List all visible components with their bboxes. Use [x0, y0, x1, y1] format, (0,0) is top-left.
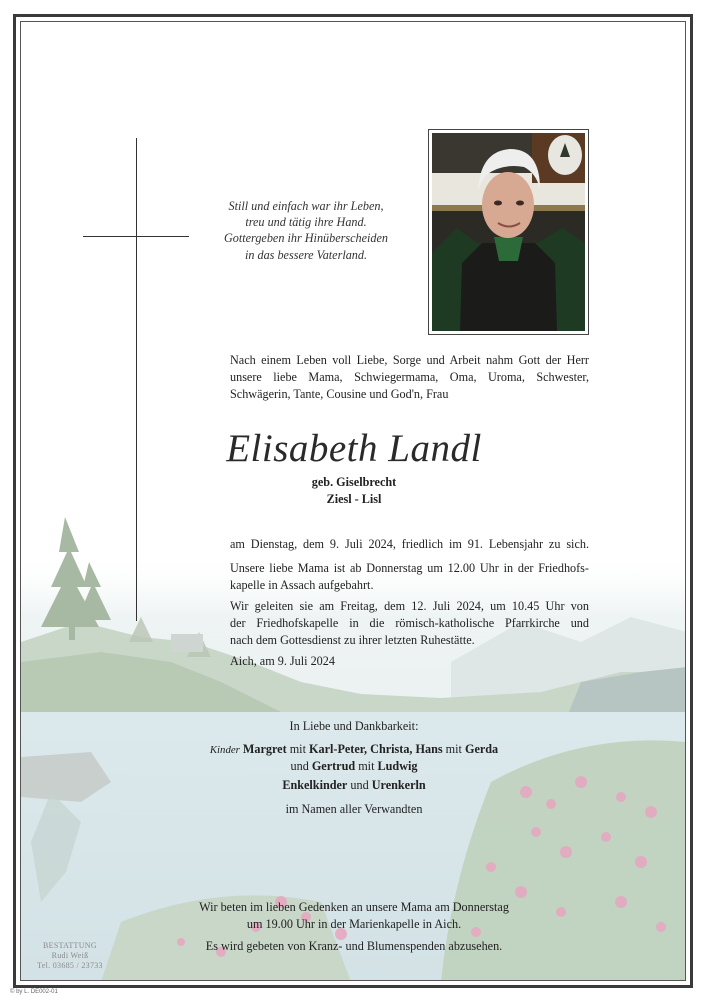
intro-line: unsere liebe Mama, Schwiegermama, Oma, Uroma, Schwester,: [230, 370, 589, 384]
death-line: am Dienstag, dem 9. Juli 2024, friedlich im 91. Lebensjahr zu sich.: [230, 537, 589, 551]
connector: mit: [355, 759, 378, 773]
form-code: © by L. DE002-01: [10, 989, 58, 995]
intro-line: Schwägerin, Tante, Cousine und God'n, Frau: [230, 387, 449, 401]
memorial-line: Wir beten im lieben Gedenken an unsere Mama am Donnerstag: [199, 900, 509, 914]
connector: und: [347, 778, 372, 792]
nickname: Ziesl - Lisl: [326, 492, 382, 506]
child-name: Gertrud: [311, 759, 356, 773]
mourners-heading: In Liebe und Dankbarkeit:: [289, 719, 419, 733]
children-line-1: [21, 742, 686, 757]
obituary-card: [20, 21, 686, 981]
funeral-notice: [230, 598, 589, 649]
flowers-note: Es wird gebeten von Kranz- und Blumenspenden abzusehen.: [205, 939, 503, 953]
portrait-photo: [428, 129, 589, 335]
connector: und: [290, 759, 312, 773]
relatives-line: im Namen aller Verwandten: [285, 802, 423, 816]
cross-vertical: [136, 138, 137, 621]
child-name: Karl-Peter, Christa, Hans: [309, 742, 443, 756]
connector: mit: [442, 742, 465, 756]
laid-out-notice: [230, 560, 589, 594]
poem-line: Still und einfach war ihr Leben,: [228, 199, 384, 213]
kinder-label: Kinder: [209, 744, 240, 756]
connector: mit: [286, 742, 310, 756]
funeral-home-name: Rudi Weiß: [51, 951, 89, 960]
great-grandchildren: Urenkerln: [371, 778, 426, 792]
grandchildren: Enkelkinder: [282, 778, 348, 792]
poem-line: Gottergeben ihr Hinüberscheiden: [223, 231, 389, 246]
deceased-name: Elisabeth Landl: [226, 427, 482, 470]
maiden-name: geb. Giselbrecht: [311, 475, 397, 489]
funeral-home-phone: Tel. 03685 / 23733: [37, 961, 103, 970]
death-notice: [230, 536, 589, 553]
grandchildren-line: [21, 778, 686, 793]
funeral-line: Wir geleiten sie am Freitag, dem 12. Juli 2024, um 10.45 Uhr von: [230, 599, 589, 613]
child-name: Margret: [242, 742, 287, 756]
intro-text: [230, 352, 589, 403]
poem-line: in das bessere Vaterland.: [244, 247, 368, 262]
poem-line: treu und tätig ihre Hand.: [245, 215, 367, 230]
funeral-home-label: BESTATTUNG: [43, 941, 97, 950]
laid-out-line: kapelle in Assach aufgebahrt.: [230, 578, 374, 592]
children-line-2: [21, 759, 686, 774]
funeral-line: nach dem Gottesdienst zu ihrer letzten Ruhestätte.: [230, 633, 475, 647]
cross-horizontal: [83, 236, 189, 237]
funeral-home-stamp: [31, 941, 109, 971]
memorial-line: um 19.00 Uhr in der Marienkapelle in Aich.: [246, 917, 462, 931]
child-name: Ludwig: [377, 759, 418, 773]
intro-line: Nach einem Leben voll Liebe, Sorge und Arbeit nahm Gott der Herr: [230, 353, 589, 367]
funeral-line: der Friedhofskapelle in die römisch-katholische Pfarrkirche und: [230, 616, 589, 630]
place-date: Aich, am 9. Juli 2024: [230, 654, 335, 668]
laid-out-line: Unsere liebe Mama ist ab Donnerstag um 12.00 Uhr in der Friedhofs-: [230, 561, 589, 575]
child-name: Gerda: [464, 742, 499, 756]
poem: [211, 198, 401, 263]
portrait-image: [432, 133, 585, 331]
